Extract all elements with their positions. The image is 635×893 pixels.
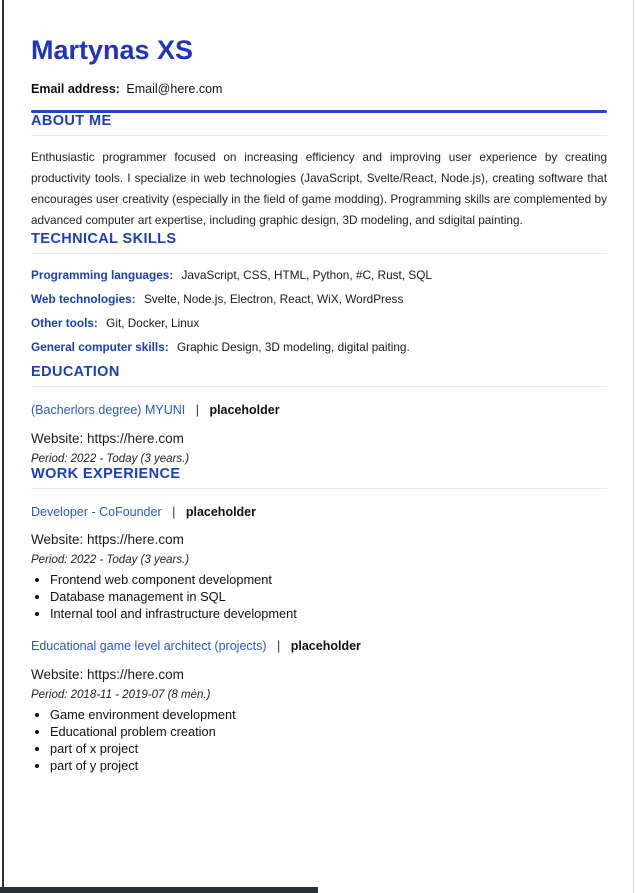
skill-value: Graphic Design, 3D modeling, digital paiting. — [176, 340, 410, 354]
entry-separator: | — [277, 639, 281, 653]
entry-bullet-list — [31, 706, 607, 774]
window-right-border — [633, 0, 634, 893]
skill-label: Programming languages: — [31, 268, 174, 282]
entry-title: Developer - CoFounder — [31, 504, 162, 519]
entry-separator: | — [195, 403, 199, 417]
entry-company: placeholder — [290, 639, 361, 653]
section-skills — [31, 231, 607, 355]
bullet-item: • Database management in SQL — [50, 588, 607, 605]
skill-label: General computer skills: — [31, 340, 169, 354]
bullet-item: • Internal tool and infrastructure development — [50, 605, 607, 622]
skill-row-general-computer-skills — [31, 340, 607, 355]
skill-label: Web technologies: — [31, 292, 136, 306]
section-about — [31, 113, 607, 231]
entry-title-row — [31, 505, 607, 520]
entry-title: (Bacherlors degree) MYUNI — [31, 403, 186, 417]
skill-value: Svelte, Node.js, Electron, React, WiX, WordPress — [143, 292, 404, 306]
entry-website: Website: https://here.com — [31, 532, 184, 547]
skill-value: JavaScript, CSS, HTML, Python, #C, Rust, SQL — [181, 268, 432, 282]
work-entry-1 — [31, 505, 607, 623]
skill-value: Git, Docker, Linux — [106, 316, 200, 330]
section-heading-skills: TECHNICAL SKILLS — [31, 231, 177, 247]
cv-content — [0, 37, 635, 774]
entry-title-row — [31, 639, 607, 654]
heading-underline — [31, 135, 607, 136]
entry-separator: | — [172, 504, 176, 519]
entry-company: placeholder — [185, 504, 257, 519]
email-label: Email address: — [31, 82, 120, 96]
bottom-bar — [0, 887, 318, 893]
about-paragraph: Enthusiastic programmer focused on increasing efficiency and improving user experience by creating productivity tools. I specialize in web technologies (JavaScript, Svelte/React, Node.js), creating software that encourages user creativity (especially in the field of game modding). Programming skills are complemented by advanced computer art expertise, including graphic design, 3D modeling, and sdigital painting. — [31, 150, 607, 227]
entry-title: Educational game level architect (projects) — [31, 639, 267, 653]
heading-underline — [31, 488, 607, 489]
entry-title-row — [31, 403, 607, 418]
skill-label: Other tools: — [31, 316, 98, 330]
bullet-item: • Educational problem creation — [50, 723, 607, 740]
email-line — [31, 82, 607, 97]
skill-row-other-tools — [31, 316, 607, 331]
bullet-item: • part of x project — [50, 740, 607, 757]
entry-website: Website: https://here.com — [31, 666, 184, 682]
skills-list — [31, 268, 607, 355]
entry-period: Period: 2022 - Today (3 years.) — [31, 452, 190, 465]
page-title: Martynas XS — [31, 35, 194, 65]
section-heading-about: ABOUT ME — [31, 113, 112, 129]
entry-website: Website: https://here.com — [31, 430, 184, 446]
bullet-item: • Game environment development — [50, 706, 607, 723]
entry-company: placeholder — [209, 403, 280, 417]
entry-period: Period: 2018-11 - 2019-07 (8 mėn.) — [31, 688, 211, 701]
skill-row-programming-languages — [31, 268, 607, 283]
entry-period: Period: 2022 - Today (3 years.) — [31, 554, 190, 566]
skill-row-web-technologies — [31, 292, 607, 307]
heading-underline — [31, 253, 607, 254]
bullet-item: • Frontend web component development — [50, 571, 607, 588]
section-heading-education: EDUCATION — [31, 364, 120, 380]
heading-underline — [31, 386, 607, 387]
education-entry — [31, 403, 607, 466]
email-value: Email@here.com — [126, 82, 223, 96]
section-education — [31, 364, 607, 466]
window-left-border — [2, 0, 4, 893]
section-heading-work: WORK EXPERIENCE — [31, 465, 181, 482]
entry-bullet-list — [31, 571, 607, 622]
section-work — [31, 466, 607, 774]
bullet-item: • part of y project — [50, 757, 607, 774]
work-entry-2 — [31, 639, 607, 774]
